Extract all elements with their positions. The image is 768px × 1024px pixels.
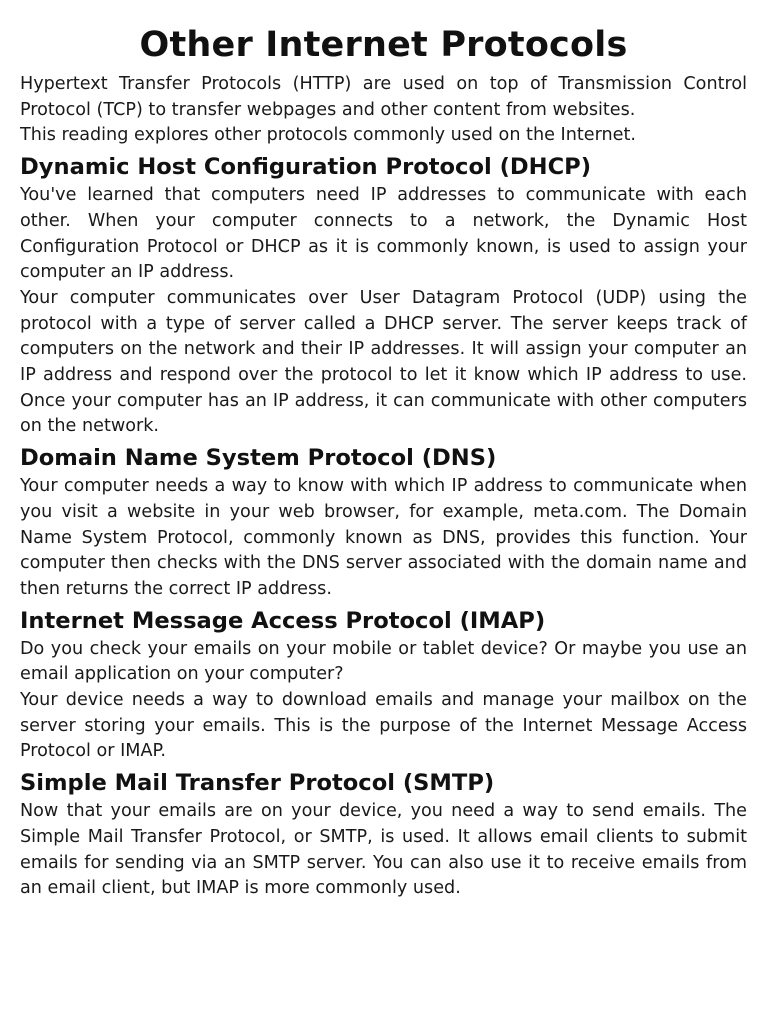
section-paragraph: Your computer needs a way to know with which IP address to communicate when you visit a website in your web browser, for example, meta.com. The Domain Name System Protocol, commonly known as DNS, provides this function. Your computer then checks with the DNS server associated with the domain name and then returns the correct IP address. [20,476,747,599]
section-paragraph: You've learned that computers need IP addresses to communicate with each other. When your computer connects to a network, the Dynamic Host Configuration Protocol or DHCP as it is commonly known, is used to assign your computer an IP address. [20,185,747,283]
section-heading: Dynamic Host Configuration Protocol (DHCP) [20,154,592,181]
section-heading: Domain Name System Protocol (DNS) [20,445,497,472]
section-heading: Internet Message Access Protocol (IMAP) [20,607,546,634]
section-imap [20,607,747,766]
section-dhcp [20,153,747,440]
intro-paragraph: This reading explores other protocols commonly used on the Internet. [20,125,636,146]
page-title: Other Internet Protocols [139,25,628,65]
document-page [20,22,747,902]
section-paragraph: Do you check your emails on your mobile or tablet device? Or maybe you use an email application on your computer? [20,638,747,685]
section-smtp [20,769,747,902]
section-dns [20,444,747,603]
section-heading: Simple Mail Transfer Protocol (SMTP) [20,770,495,797]
intro-paragraph: Hypertext Transfer Protocols (HTTP) are used on top of Transmission Control Protocol (TCP) to transfer webpages and other content from websites. [20,74,747,120]
section-paragraph: Your device needs a way to download emails and manage your mailbox on the server storing your emails. This is the purpose of the Internet Message Access Protocol or IMAP. [20,690,747,762]
section-paragraph: Your computer communicates over User Datagram Protocol (UDP) using the protocol with a type of server called a DHCP server. The server keeps track of computers on the network and their IP addresses. It will assign your computer an IP address and respond over the protocol to let it know which IP address to use. Once your computer has an IP address, it can communicate with other computers on the network. [20,287,747,437]
section-paragraph: Now that your emails are on your device, you need a way to send emails. The Simple Mail Transfer Protocol, or SMTP, is used. It allows email clients to submit emails for sending via an SMTP server. You can also use it to receive emails from an email client, but IMAP is more commonly used. [20,801,747,899]
